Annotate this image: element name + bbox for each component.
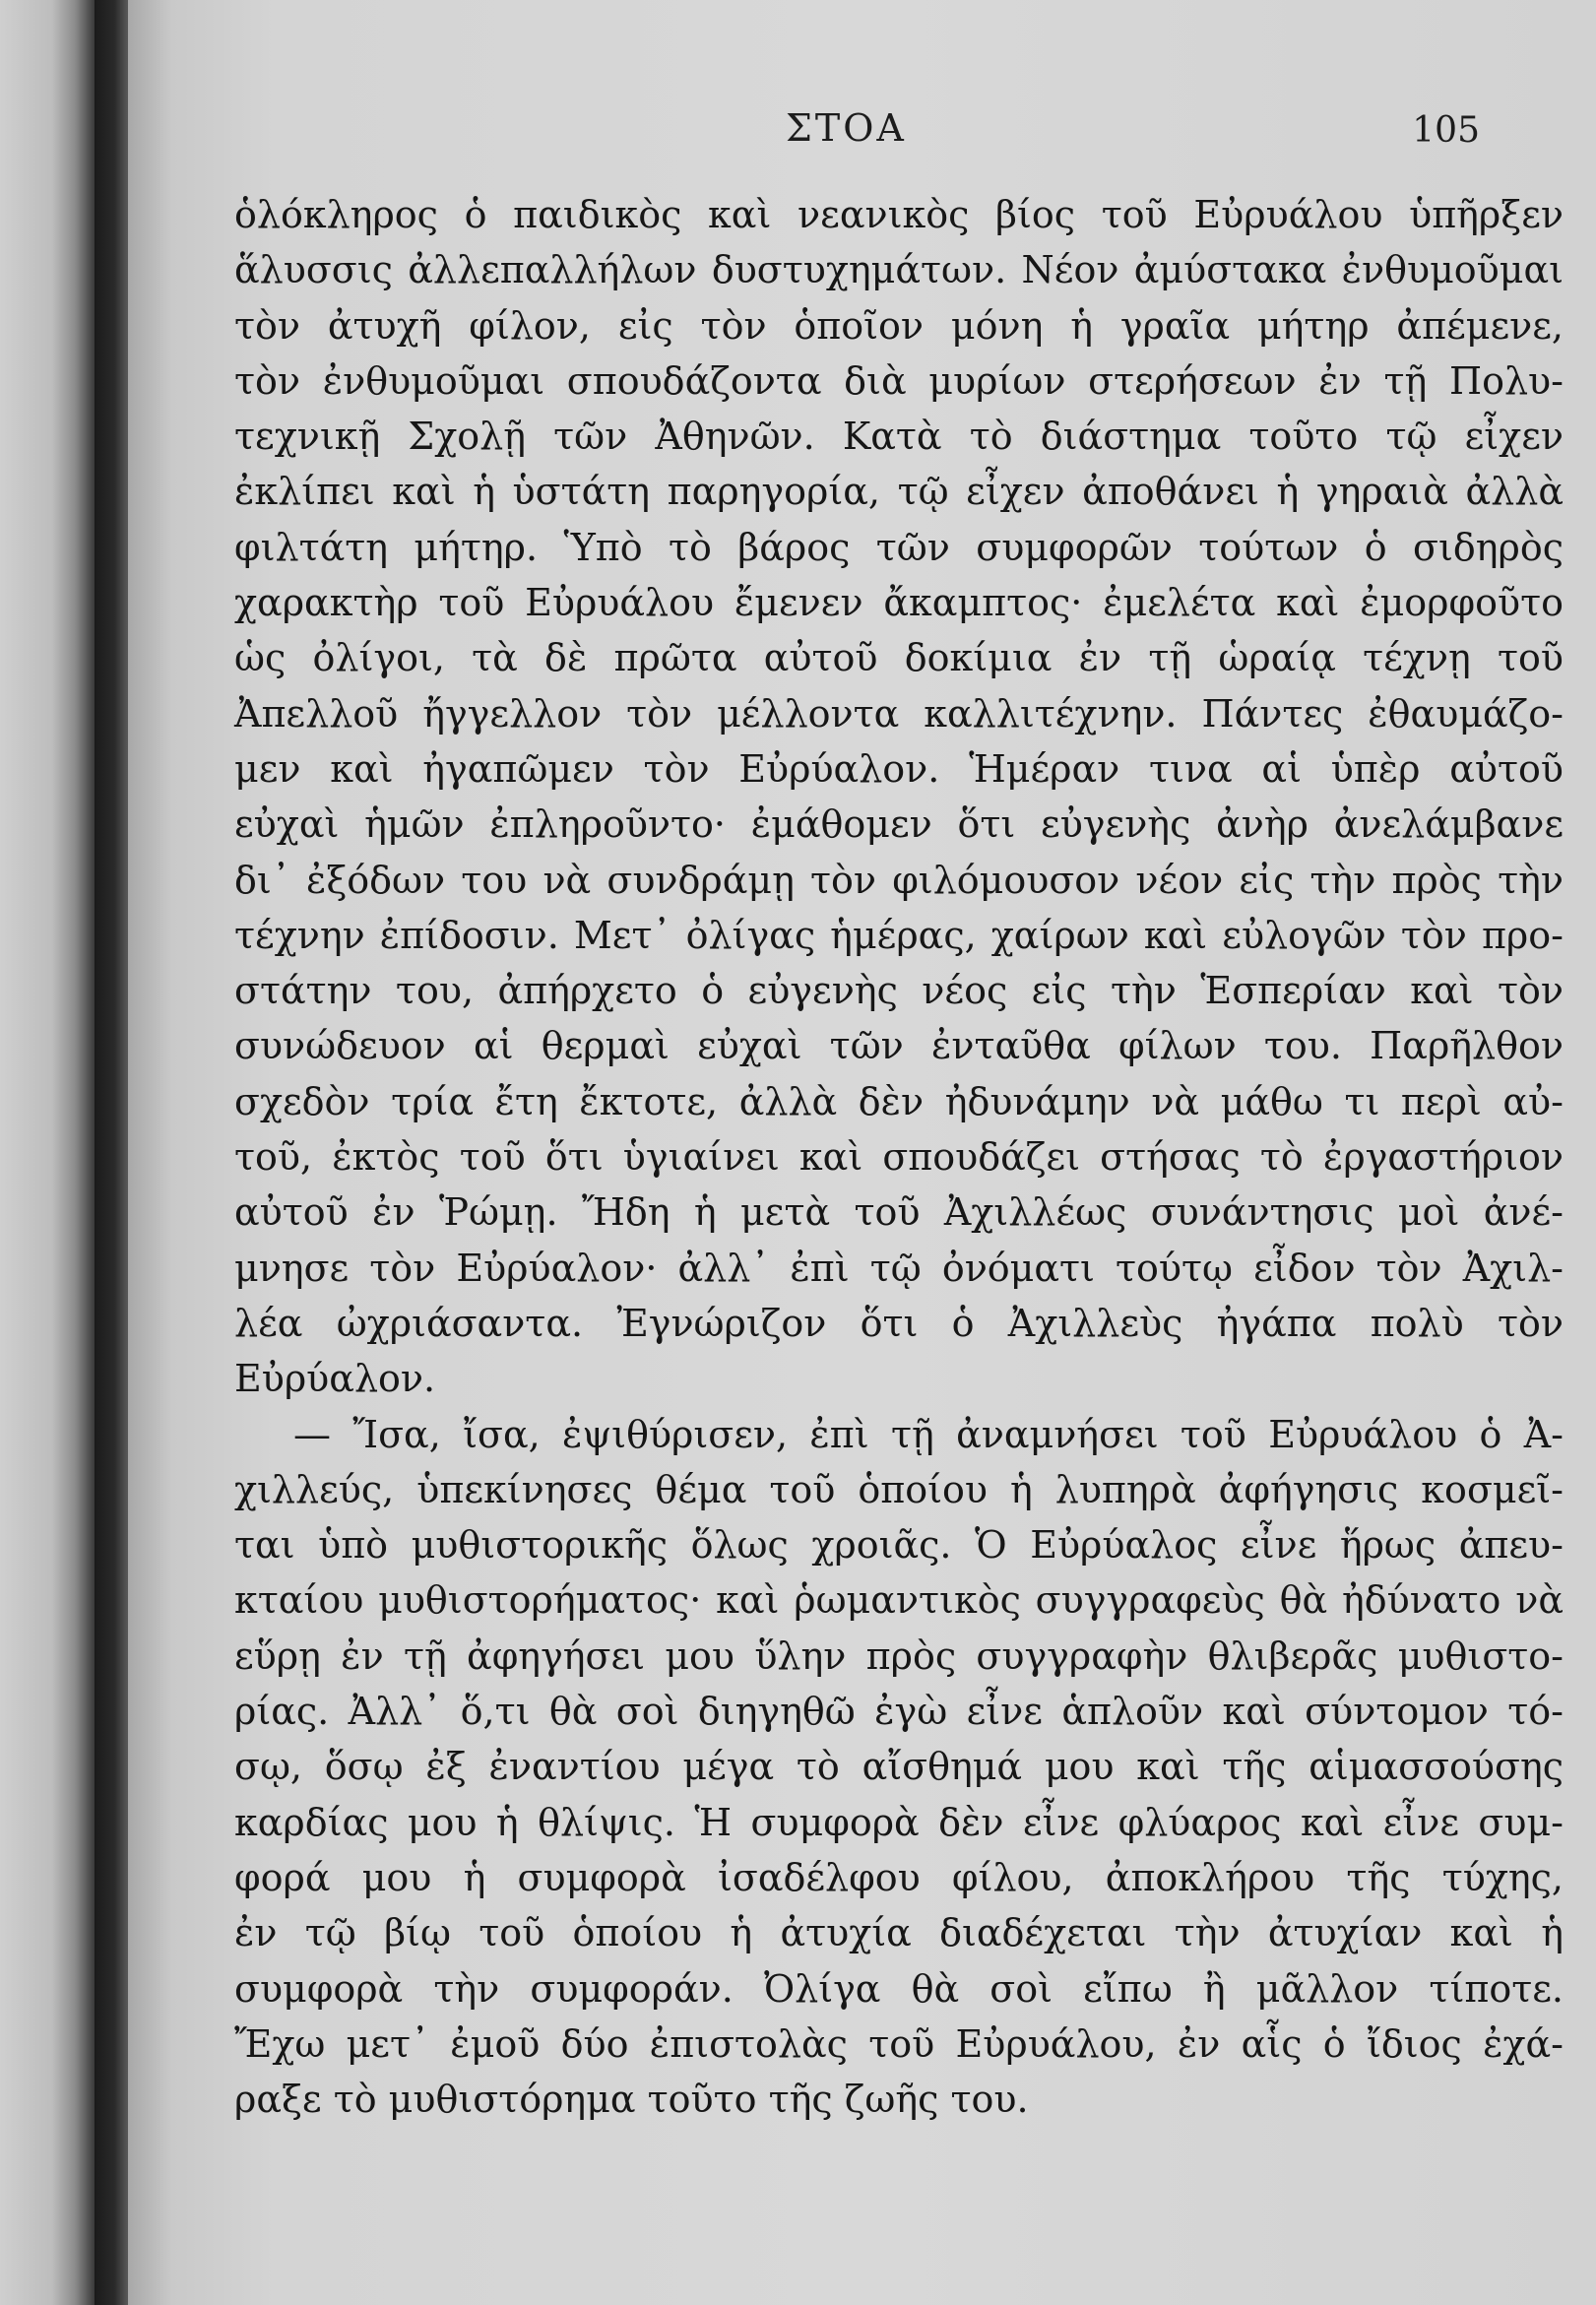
text-line: χιλλεύς, ὑπεκίνησες θέμα τοῦ ὁποίου ἡ λυπηρὰ ἀφήγησις κοσμεῖ-: [234, 1467, 1564, 1511]
page-header: [128, 106, 1596, 165]
text-line: σῳ, ὅσῳ ἐξ ἐναντίου μέγα τὸ αἴσθημά μου καὶ τῆς αἱμασσούσης: [234, 1745, 1564, 1789]
text-line: ὡς ὀλίγοι, τὰ δὲ πρῶτα αὐτοῦ δοκίμια ἐν τῇ ὡραίᾳ τέχνῃ τοῦ: [234, 636, 1564, 680]
text-line: ἐκλίπει καὶ ἡ ὑστάτη παρηγορία, τῷ εἶχεν ἀποθάνει ἡ γηραιὰ ἀλλὰ: [234, 470, 1564, 514]
text-line: — Ἴσα, ἴσα, ἐψιθύρισεν, ἐπὶ τῇ ἀναμνήσει τοῦ Εὐρυάλου ὁ Ἀ-: [293, 1412, 1564, 1456]
text-line: λέα ὠχριάσαντα. Ἐγνώριζον ὅτι ὁ Ἀχιλλεὺς ἠγάπα πολὺ τὸν: [234, 1301, 1564, 1345]
text-line: Ἀπελλοῦ ἤγγελλον τὸν μέλλοντα καλλιτέχνην. Πάντες ἐθαυμάζο-: [234, 691, 1564, 736]
text-line: Εὐρύαλον.: [234, 1357, 436, 1401]
text-line: συμφορὰ τὴν συμφοράν. Ὀλίγα θὰ σοὶ εἴπω ἢ μᾶλλον τίποτε.: [234, 1966, 1564, 2011]
adjacent-page-edge: [0, 0, 95, 2305]
text-line: αὐτοῦ ἐν Ῥώμῃ. Ἤδη ἡ μετὰ τοῦ Ἀχιλλέως συνάντησις μοὶ ἀνέ-: [234, 1190, 1564, 1235]
page-number: 105: [1412, 110, 1480, 151]
text-line: χαρακτὴρ τοῦ Εὐρυάλου ἔμενεν ἄκαμπτος· ἐμελέτα καὶ ἐμορφοῦτο: [234, 581, 1564, 625]
text-line: στάτην του, ἀπήρχετο ὁ εὐγενὴς νέος εἰς τὴν Ἑσπερίαν καὶ τὸν: [234, 969, 1564, 1013]
text-line: ὁλόκληρος ὁ παιδικὸς καὶ νεανικὸς βίος τοῦ Εὐρυάλου ὑπῆρξεν: [234, 193, 1564, 236]
text-line: κταίου μυθιστορήματος· καὶ ῥωμαντικὸς συγγραφεὺς θὰ ἠδύνατο νὰ: [234, 1578, 1564, 1623]
text-line: τέχνην ἐπίδοσιν. Μετ᾽ ὀλίγας ἡμέρας, χαίρων καὶ εὐλογῶν τὸν προ-: [234, 913, 1564, 957]
text-line: εὕρῃ ἐν τῇ ἀφηγήσει μου ὕλην πρὸς συγγραφὴν θλιβερᾶς μυθιστο-: [234, 1633, 1564, 1678]
text-line: καρδίας μου ἡ θλίψις. Ἡ συμφορὰ δὲν εἶνε φλύαρος καὶ εἶνε συμ-: [234, 1800, 1564, 1844]
text-line: Ἔχω μετ᾽ ἐμοῦ δύο ἐπιστολὰς τοῦ Εὐρυάλου, ἐν αἷς ὁ ἴδιος ἐχά-: [234, 2021, 1564, 2066]
text-line: τοῦ, ἐκτὸς τοῦ ὅτι ὑγιαίνει καὶ σπουδάζει στήσας τὸ ἐργαστήριον: [234, 1135, 1564, 1180]
text-line: μνησε τὸν Εὐρύαλον· ἀλλ᾽ ἐπὶ τῷ ὀνόματι τούτῳ εἶδον τὸν Ἀχιλ-: [234, 1246, 1564, 1290]
text-line: ραξε τὸ μυθιστόρημα τοῦτο τῆς ζωῆς του.: [234, 2078, 1029, 2122]
text-line: δι᾽ ἐξόδων του νὰ συνδράμῃ τὸν φιλόμουσον νέον εἰς τὴν πρὸς τὴν: [234, 858, 1564, 902]
text-line: τὸν ἀτυχῆ φίλον, εἰς τὸν ὁποῖον μόνη ἡ γραῖα μήτηρ ἀπέμενε,: [234, 303, 1564, 348]
book-gutter: [95, 0, 128, 2305]
text-line: φορά μου ἡ συμφορὰ ἰσαδέλφου φίλου, ἀποκλήρου τῆς τύχης,: [234, 1855, 1564, 1899]
book-page: [128, 0, 1596, 2305]
text-line: ἅλυσσις ἀλλεπαλλήλων δυστυχημάτων. Νέον ἀμύστακα ἐνθυμοῦμαι: [234, 248, 1564, 292]
text-line: συνώδευον αἱ θερμαὶ εὐχαὶ τῶν ἐνταῦθα φίλων του. Παρῆλθον: [234, 1024, 1564, 1068]
text-line: ἐν τῷ βίῳ τοῦ ὁποίου ἡ ἀτυχία διαδέχεται τὴν ἀτυχίαν καὶ ἡ: [234, 1911, 1564, 1955]
text-line: σχεδὸν τρία ἔτη ἔκτοτε, ἀλλὰ δὲν ἠδυνάμην νὰ μάθω τι περὶ αὐ-: [234, 1079, 1564, 1123]
running-title: ΣΤΟΑ: [786, 106, 907, 150]
body-text: [234, 187, 1564, 2127]
text-line: μεν καὶ ἠγαπῶμεν τὸν Εὐρύαλον. Ἡμέραν τινα αἱ ὑπὲρ αὐτοῦ: [234, 746, 1564, 791]
text-line: τεχνικῇ Σχολῇ τῶν Ἀθηνῶν. Κατὰ τὸ διάστημα τοῦτο τῷ εἶχεν: [234, 415, 1564, 459]
text-line: ται ὑπὸ μυθιστορικῆς ὅλως χροιᾶς. Ὁ Εὐρύαλος εἶνε ἥρως ἀπευ-: [234, 1523, 1564, 1568]
text-line: φιλτάτη μήτηρ. Ὑπὸ τὸ βάρος τῶν συμφορῶν τούτων ὁ σιδηρὸς: [234, 525, 1564, 569]
text-line: ρίας. Ἀλλ᾽ ὅ,τι θὰ σοὶ διηγηθῶ ἐγὼ εἶνε ἁπλοῦν καὶ σύντομον τό-: [234, 1690, 1564, 1734]
text-line: εὐχαὶ ἡμῶν ἐπληροῦντο· ἐμάθομεν ὅτι εὐγενὴς ἀνὴρ ἀνελάμβανε: [234, 802, 1564, 847]
text-line: τὸν ἐνθυμοῦμαι σπουδάζοντα διὰ μυρίων στερήσεων ἐν τῇ Πολυ-: [234, 358, 1564, 403]
